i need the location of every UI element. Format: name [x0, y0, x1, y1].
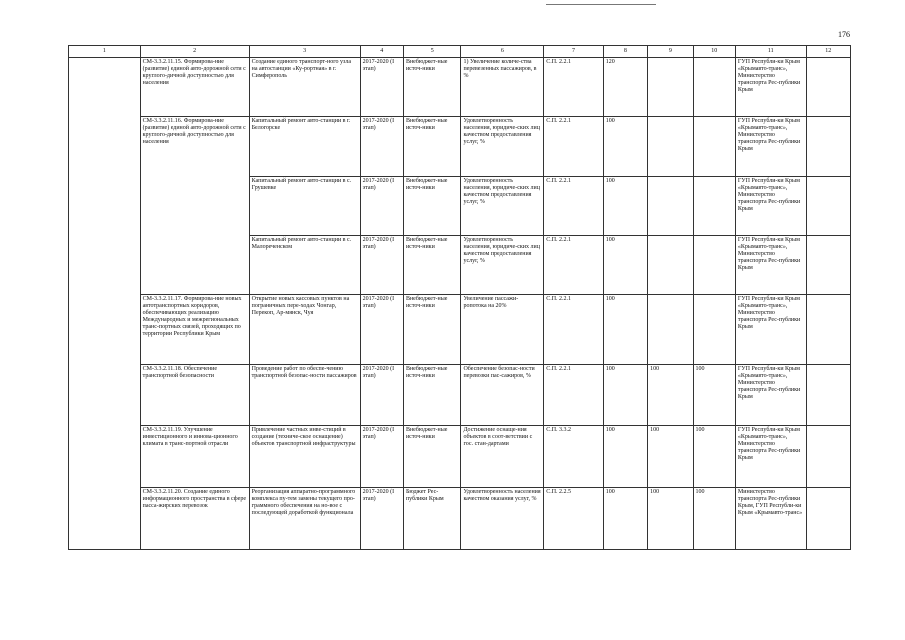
indicator-cell: Обеспечение безопас-ности перевозки пас-сажиров, % [461, 365, 544, 426]
source-cell: Внебюджет-ные источ-ники [403, 426, 461, 488]
value-cell: 120 [603, 58, 647, 117]
value-cell [648, 58, 693, 117]
note-cell [806, 236, 850, 295]
reference-cell: С.П. 2.2.1 [544, 58, 604, 117]
source-cell: Внебюджет-ные источ-ники [403, 117, 461, 177]
measures-table [68, 45, 851, 550]
value-cell: 100 [648, 488, 693, 550]
header-cell: 11 [735, 46, 806, 58]
table-row [69, 117, 851, 177]
header-row [69, 46, 851, 58]
source-cell: Внебюджет-ные источ-ники [403, 177, 461, 236]
value-cell: 100 [648, 426, 693, 488]
value-cell [693, 295, 735, 365]
source-cell: Внебюджет-ные источ-ники [403, 58, 461, 117]
value-cell [648, 117, 693, 177]
value-cell: 100 [693, 488, 735, 550]
executor-cell: Министерство транспорта Рес-публики Крым, ГУП Республи-ки Крым «Крымавто-транс» [735, 488, 806, 550]
header-cell: 12 [806, 46, 850, 58]
indicator-cell: Увеличение пассажи-ропотока на 20% [461, 295, 544, 365]
note-cell [806, 426, 850, 488]
value-cell [648, 177, 693, 236]
value-cell: 100 [693, 426, 735, 488]
event-cell: Капитальный ремонт авто-станции в с. Малореченском [249, 236, 360, 295]
top-rule [546, 4, 656, 5]
note-cell [806, 58, 850, 117]
value-cell [648, 236, 693, 295]
event-cell: Реорганизация аппаратно-программного комплекса пу-тем замены текущего про-граммного обеспечения на но-вое с последующей доработкой функционала [249, 488, 360, 550]
executor-cell: ГУП Республи-ки Крым «Крымавто-транс», Министерство транспорта Рес-публики Крым [735, 236, 806, 295]
value-cell: 100 [603, 488, 647, 550]
value-cell: 100 [648, 365, 693, 426]
event-cell: Капитальный ремонт авто-станции в г. Белогорске [249, 117, 360, 177]
measure-cell: СМ-3.3.2.11.20. Создание единого информационного пространства в сфере пасса-жирских перевозок [140, 488, 249, 550]
note-cell [806, 177, 850, 236]
reference-cell: С.П. 2.2.1 [544, 117, 604, 177]
source-cell: Внебюджет-ные источ-ники [403, 236, 461, 295]
header-cell: 10 [693, 46, 735, 58]
header-cell: 9 [648, 46, 693, 58]
reference-cell: С.П. 2.2.5 [544, 488, 604, 550]
value-cell [693, 117, 735, 177]
event-cell: Капитальный ремонт авто-станции в с. Грушевке [249, 177, 360, 236]
executor-cell: ГУП Республи-ки Крым «Крымавто-транс», Министерство транспорта Рес-публики Крым [735, 58, 806, 117]
event-cell: Привлечение частных инве-стиций в создание (техниче-ское оснащение) объектов транспортной инфраструктуры [249, 426, 360, 488]
indicator-cell: Удовлетворенность населения, юридиче-ских лиц качеством предоставления услуг, % [461, 117, 544, 177]
indicator-cell: Удовлетворенность населения качеством оказания услуг, % [461, 488, 544, 550]
value-cell: 100 [603, 295, 647, 365]
reference-cell: С.П. 2.2.1 [544, 295, 604, 365]
value-cell: 100 [603, 236, 647, 295]
header-cell: 2 [140, 46, 249, 58]
header-cell: 7 [544, 46, 604, 58]
executor-cell: ГУП Республи-ки Крым «Крымавто-транс», Министерство транспорта Рес-публики Крым [735, 295, 806, 365]
value-cell [693, 58, 735, 117]
term-cell: 2017-2020 (I этап) [360, 58, 403, 117]
value-cell [693, 236, 735, 295]
note-cell [806, 488, 850, 550]
measure-cell: СМ-3.3.2.11.18. Обеспечение транспортной безопасности [140, 365, 249, 426]
term-cell: 2017-2020 (I этап) [360, 488, 403, 550]
executor-cell: ГУП Республи-ки Крым «Крымавто-транс», Министерство транспорта Рес-публики Крым [735, 177, 806, 236]
source-cell: Бюджет Рес-публики Крым [403, 488, 461, 550]
term-cell: 2017-2020 (I этап) [360, 236, 403, 295]
value-cell: 100 [603, 426, 647, 488]
indicator-cell: 1) Увеличение количе-ства перевезенных пассажиров, в % [461, 58, 544, 117]
reference-cell: С.П. 2.2.1 [544, 236, 604, 295]
event-cell: Проведение работ по обеспе-чению транспортной безопас-ности пассажиров [249, 365, 360, 426]
executor-cell: ГУП Республи-ки Крым «Крымавто-транс», Министерство транспорта Рес-публики Крым [735, 426, 806, 488]
indicator-cell: Достижение оснаще-ния объектов в соот-ветствии с гос. стан-дартами [461, 426, 544, 488]
measure-cell: СМ-3.3.2.11.16. Формирова-ние (развитие) единой авто-дорожной сети с круглого-дичной доступностью для населения [140, 117, 249, 295]
index-cell [69, 58, 141, 550]
table-row [69, 365, 851, 426]
header-cell: 5 [403, 46, 461, 58]
executor-cell: ГУП Республи-ки Крым «Крымавто-транс», Министерство транспорта Рес-публики Крым [735, 117, 806, 177]
value-cell [693, 177, 735, 236]
table-row [69, 58, 851, 117]
table-row [69, 488, 851, 550]
note-cell [806, 117, 850, 177]
value-cell: 100 [603, 117, 647, 177]
header-cell: 8 [603, 46, 647, 58]
measure-cell: СМ-3.3.2.11.17. Формирова-ние новых автотранспортных коридоров, обеспечивающих реализацию Международных и межрегиональных транс-портных связей, проходящих по территории Республики Крым [140, 295, 249, 365]
table-row [69, 295, 851, 365]
term-cell: 2017-2020 (I этап) [360, 295, 403, 365]
measure-cell: СМ-3.3.2.11.15. Формирова-ние (развитие) единой авто-дорожной сети с круглого-дичной доступностью для населения [140, 58, 249, 117]
term-cell: 2017-2020 (I этап) [360, 117, 403, 177]
source-cell: Внебюджет-ные источ-ники [403, 365, 461, 426]
executor-cell: ГУП Республи-ки Крым «Крымавто-транс», Министерство транспорта Рес-публики Крым [735, 365, 806, 426]
value-cell: 100 [603, 177, 647, 236]
reference-cell: С.П. 3.3.2 [544, 426, 604, 488]
note-cell [806, 295, 850, 365]
header-cell: 3 [249, 46, 360, 58]
value-cell [648, 295, 693, 365]
value-cell: 100 [603, 365, 647, 426]
measure-cell: СМ-3.3.2.11.19. Улучшение инвестиционного и иннова-ционного климата в транс-портной отрасли [140, 426, 249, 488]
term-cell: 2017-2020 (I этап) [360, 177, 403, 236]
term-cell: 2017-2020 (I этап) [360, 426, 403, 488]
event-cell: Открытие новых кассовых пунктов на пограничных пере-ходах Чонгар, Перекоп, Ар-мянск, Чуя [249, 295, 360, 365]
page-number: 176 [838, 30, 850, 39]
header-cell: 6 [461, 46, 544, 58]
table-row [69, 426, 851, 488]
note-cell [806, 365, 850, 426]
header-cell: 4 [360, 46, 403, 58]
header-cell: 1 [69, 46, 141, 58]
reference-cell: С.П. 2.2.1 [544, 365, 604, 426]
term-cell: 2017-2020 (I этап) [360, 365, 403, 426]
indicator-cell: Удовлетворенность населения, юридиче-ских лиц качеством предоставления услуг, % [461, 177, 544, 236]
reference-cell: С.П. 2.2.1 [544, 177, 604, 236]
event-cell: Создание единого транспорт-ного узла на автостанции «Ку-рортная» в г. Симферополь [249, 58, 360, 117]
value-cell: 100 [693, 365, 735, 426]
indicator-cell: Удовлетворенность населения, юридиче-ских лиц качеством предоставления услуг, % [461, 236, 544, 295]
source-cell: Внебюджет-ные источ-ники [403, 295, 461, 365]
